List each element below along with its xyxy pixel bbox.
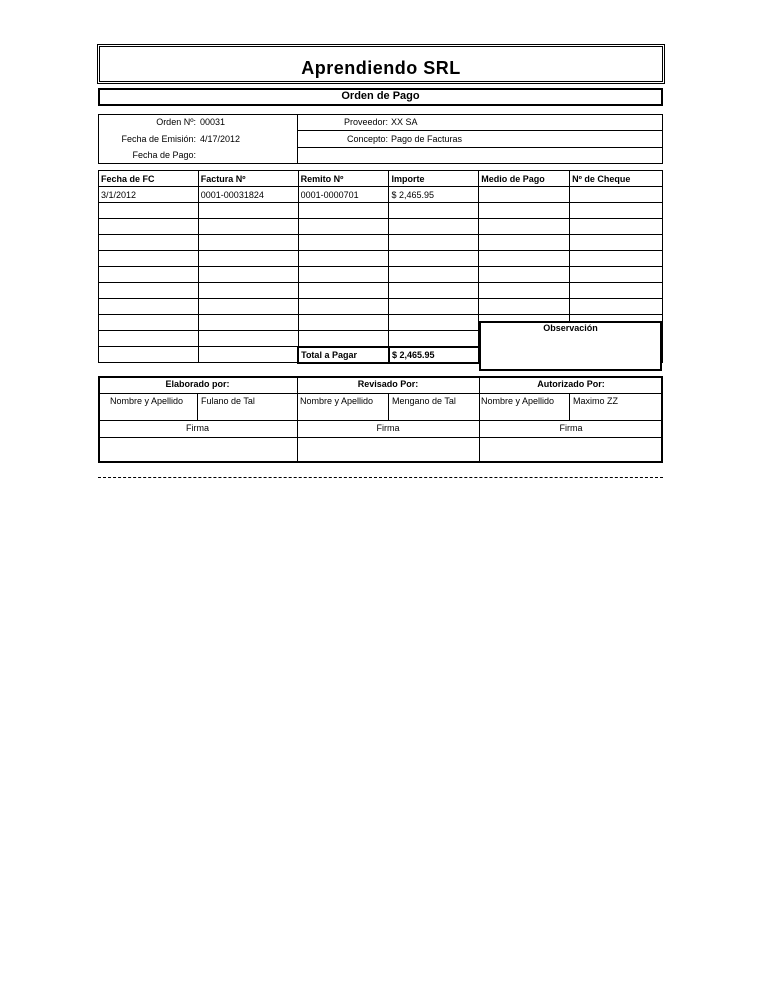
nombre-label: Nombre y Apellido — [110, 396, 184, 406]
revisado-name: Mengano de Tal — [392, 396, 456, 406]
table-row — [99, 283, 663, 299]
orden-label: Orden Nº: — [156, 117, 196, 127]
concepto-value: Pago de Facturas — [391, 134, 463, 144]
elaborado-name: Fulano de Tal — [201, 396, 255, 406]
table-cell: 0001-0000701 — [298, 187, 389, 203]
sig-divider — [569, 393, 570, 420]
col-header: Factura Nº — [198, 171, 298, 187]
firma-label: Firma — [186, 423, 209, 433]
elaborado-label: Elaborado por: — [165, 379, 230, 389]
orden-value: 00031 — [200, 117, 226, 127]
info-divider — [297, 114, 298, 164]
table-row — [99, 187, 663, 203]
nombre-label: Nombre y Apellido — [481, 396, 555, 406]
table-cell — [570, 187, 663, 203]
table-row — [99, 235, 663, 251]
company-name: Aprendiendo SRL — [301, 58, 461, 78]
doc-title: Orden de Pago — [341, 90, 420, 102]
observation-label: Observación — [543, 323, 598, 333]
table-row — [99, 251, 663, 267]
sig-divider — [98, 393, 663, 394]
firma-label: Firma — [376, 423, 400, 433]
total-label: Total a Pagar — [298, 347, 389, 363]
sig-divider — [388, 393, 389, 420]
sig-divider — [98, 437, 663, 438]
table-row — [99, 219, 663, 235]
col-header: Fecha de FC — [99, 171, 199, 187]
table-row — [99, 267, 663, 283]
info-divider — [297, 147, 663, 148]
pago-label: Fecha de Pago: — [132, 150, 196, 160]
table-cell — [479, 187, 570, 203]
table-cell: $ 2,465.95 — [389, 187, 479, 203]
sig-divider — [98, 420, 663, 421]
col-header: Remito Nº — [298, 171, 389, 187]
table-cell: 0001-00031824 — [198, 187, 298, 203]
col-header: Medio de Pago — [479, 171, 570, 187]
col-header: Nº de Cheque — [570, 171, 663, 187]
cut-line — [98, 477, 663, 478]
total-value: $ 2,465.95 — [389, 347, 479, 363]
table-header-row — [99, 171, 663, 187]
sig-divider — [197, 393, 198, 420]
autorizado-label: Autorizado Por: — [537, 379, 605, 389]
concepto-label: Concepto: — [346, 134, 388, 144]
col-header: Importe — [389, 171, 479, 187]
table-row — [99, 299, 663, 315]
emision-value: 4/17/2012 — [200, 134, 241, 144]
table-cell: 3/1/2012 — [99, 187, 199, 203]
revisado-label: Revisado Por: — [357, 379, 419, 389]
proveedor-value: XX SA — [391, 117, 418, 127]
nombre-label: Nombre y Apellido — [300, 396, 374, 406]
emision-label: Fecha de Emisión: — [121, 134, 196, 144]
firma-label: Firma — [559, 423, 583, 433]
info-divider — [297, 130, 663, 131]
proveedor-label: Proveedor: — [343, 117, 388, 127]
table-row — [99, 203, 663, 219]
autorizado-name: Maximo ZZ — [573, 396, 618, 406]
